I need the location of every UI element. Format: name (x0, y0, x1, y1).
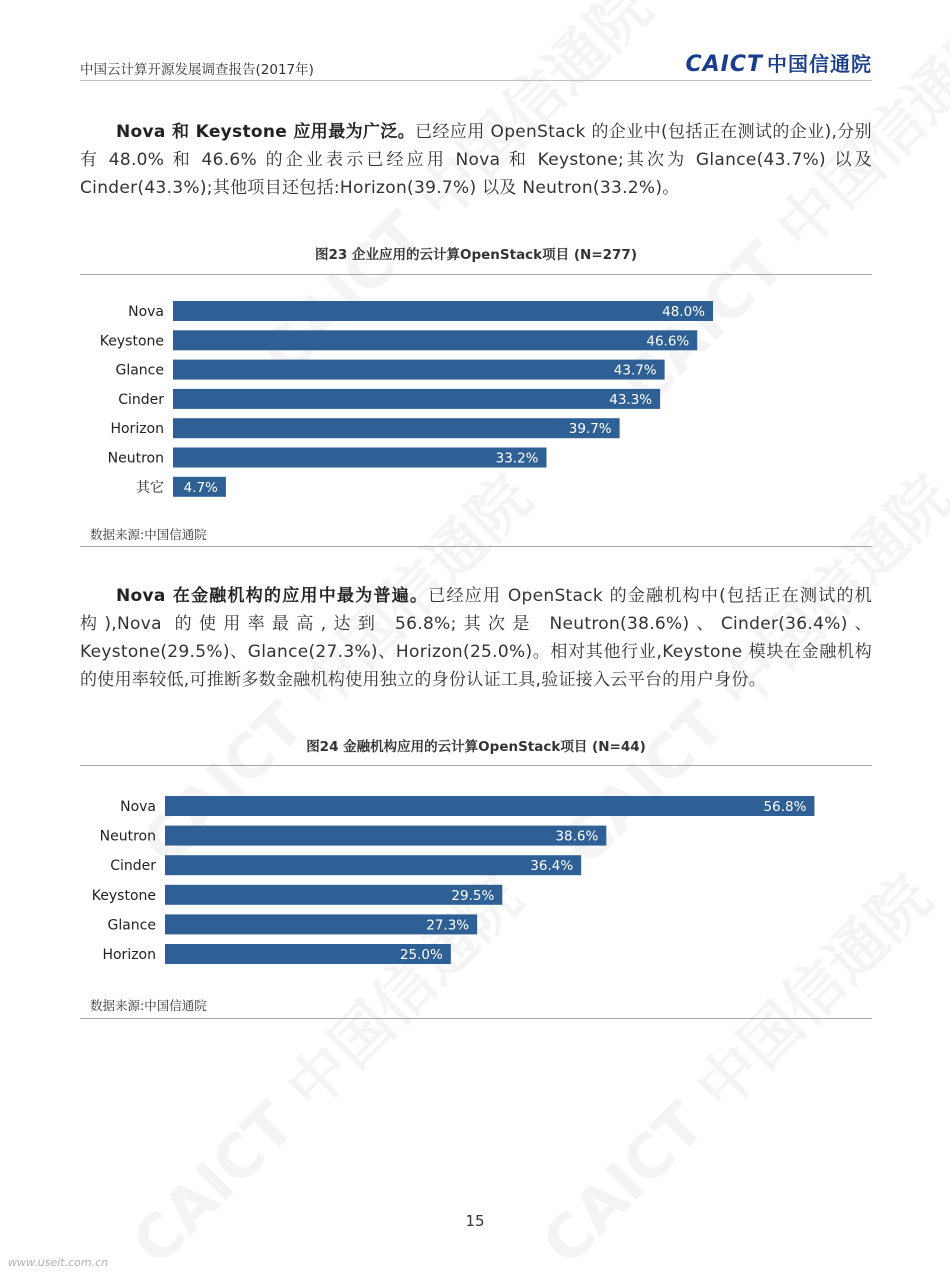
value-label: 36.4% (530, 858, 574, 875)
bar (165, 796, 814, 816)
chart-24-svg (80, 786, 872, 976)
paragraph-2 (80, 582, 872, 694)
page-header (80, 48, 872, 80)
category-label: Nova (128, 304, 164, 320)
category-label: Horizon (110, 421, 164, 438)
paragraph-2-lead: Nova 在金融机构的应用中最为普遍。 (116, 586, 429, 606)
figure-24-chart (80, 786, 872, 976)
category-label: Glance (107, 917, 156, 934)
bar (173, 448, 547, 468)
value-label: 27.3% (426, 917, 470, 934)
footer-url: www.useit.com.cn (8, 1256, 109, 1269)
figure-24-title: 图24 金融机构应用的云计算OpenStack项目 (N=44) (306, 739, 646, 755)
bar (173, 418, 620, 438)
paragraph-1 (80, 118, 872, 202)
category-label: 其它 (136, 479, 164, 496)
value-label: 43.7% (613, 362, 657, 379)
header-divider (80, 80, 872, 81)
value-label: 43.3% (609, 391, 653, 408)
logo-chinese: 中国信通院 (767, 52, 872, 76)
figure-24-bottom-rule (80, 1018, 872, 1019)
figure-23-top-rule (80, 274, 872, 275)
logo-latin: CAICT (685, 52, 763, 77)
chart-23-svg (80, 290, 872, 510)
value-label: 48.0% (662, 304, 705, 320)
category-label: Cinder (110, 858, 156, 875)
value-label: 38.6% (555, 828, 599, 845)
figure-24-top-rule (80, 765, 872, 766)
value-label: 56.8% (763, 799, 807, 815)
figure-24-source: 数据来源:中国信通院 (90, 998, 207, 1013)
figure-23-source: 数据来源:中国信通院 (90, 527, 207, 542)
value-label: 25.0% (399, 947, 443, 963)
category-label: Neutron (107, 450, 164, 467)
category-label: Nova (120, 799, 156, 815)
paragraph-1-body: 已经应用 OpenStack 的企业中(包括正在测试的企业),分别有 48.0% 和 46.6% 的企业表示已经应用 Nova 和 Keystone;其次为 Glance(43.7%) 以及 Cinder(43.3%);其他项目还包括:Horizon(39.7%) 以及 Neutron(33.2%)。 (80, 122, 872, 198)
bar (173, 360, 665, 380)
category-label: Keystone (99, 333, 164, 350)
category-label: Neutron (99, 828, 156, 845)
category-label: Horizon (102, 947, 156, 963)
bar (173, 330, 697, 350)
paragraph-2-body: 已经应用 OpenStack 的金融机构中(包括正在测试的机构),Nova 的使用率最高,达到 56.8%;其次是 Neutron(38.6%)、Cinder(36.4%)、Keystone(29.5%)、Glance(27.3%)、Horizon(25.0%)。相对其他行业,Keystone 模块在金融机构的使用率较低,可推断多数金融机构使用独立的身份认证工具,验证接入云平台的用户身份。 (80, 586, 873, 690)
figure-23-chart (80, 290, 872, 510)
paragraph-1-lead: Nova 和 Keystone 应用最为广泛。 (116, 122, 416, 142)
bar (165, 855, 581, 875)
caict-logo (685, 48, 872, 77)
value-label: 46.6% (646, 333, 690, 350)
report-title: 中国云计算开源发展调查报告(2017年) (80, 62, 314, 78)
figure-23-bottom-rule (80, 546, 872, 547)
figure-23-title: 图23 企业应用的云计算OpenStack项目 (N=277) (315, 247, 637, 263)
bar (173, 301, 713, 321)
value-label: 33.2% (495, 450, 539, 467)
value-label: 4.7% (183, 479, 218, 496)
category-label: Glance (115, 362, 164, 379)
value-label: 29.5% (451, 887, 495, 904)
category-label: Keystone (91, 887, 156, 904)
category-label: Cinder (118, 391, 164, 408)
page-number: 15 (465, 1212, 485, 1230)
bar (173, 389, 660, 409)
bar (165, 826, 606, 846)
value-label: 39.7% (568, 421, 612, 438)
